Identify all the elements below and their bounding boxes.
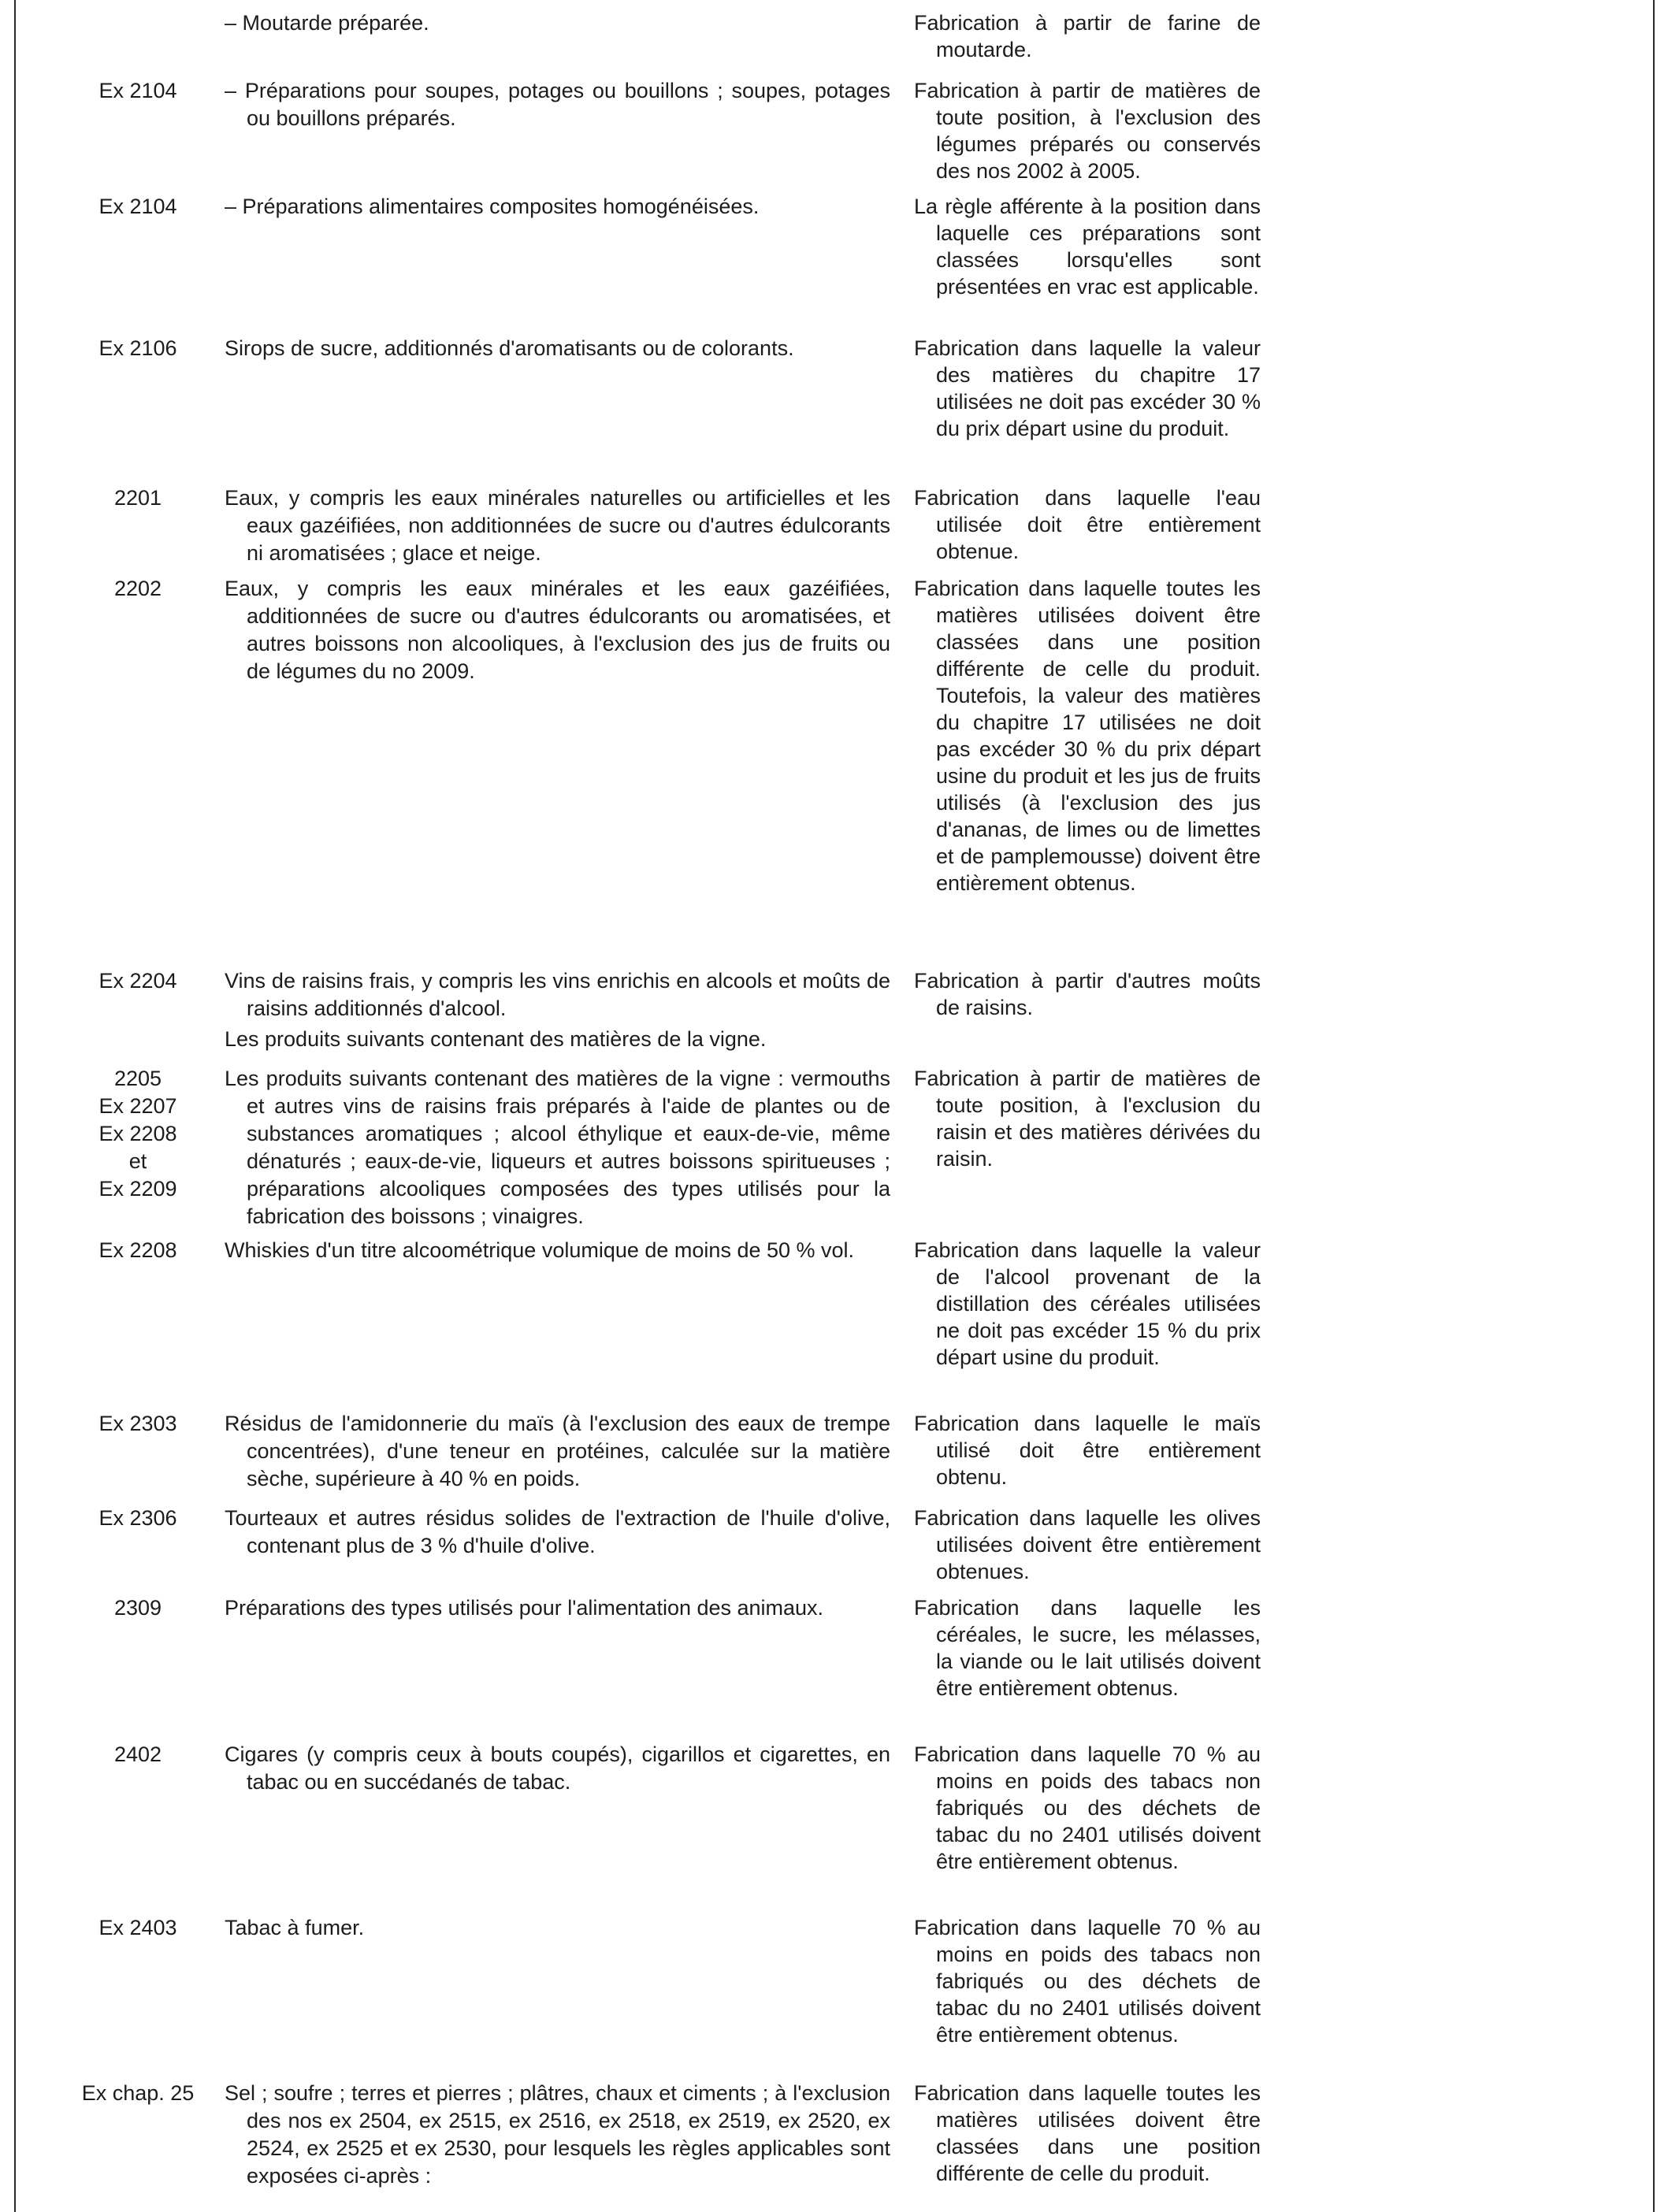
heading-code: Ex 2106 xyxy=(98,336,177,360)
description-paragraph: Whiskies d'un titre alcoométrique volumique de moins de 50 % vol. xyxy=(225,1238,855,1262)
description-paragraph: Résidus de l'amidonnerie du maïs (à l'exclusion des eaux de trempe concentrées), d'une teneur en protéines, calculée sur la matière sèche, supérieure à 40 % en poids. xyxy=(225,1412,890,1490)
description-paragraph: Vins de raisins frais, y compris les vins enrichis en alcools et moûts de raisins additionnés d'alcool. xyxy=(225,969,890,1020)
description-paragraph: Sirops de sucre, additionnés d'aromatisants ou de colorants. xyxy=(225,336,794,360)
description-paragraph: Préparations des types utilisés pour l'alimentation des animaux. xyxy=(225,1596,824,1620)
heading-code: Ex 2104 xyxy=(98,79,177,102)
product-description xyxy=(225,1594,890,1622)
description-paragraph: Les produits suivants contenant des matières de la vigne : vermouths et autres vins de raisins frais préparés à l'aide de plantes ou de substances aromatiques ; alcool éthylique et eaux-de-vie, même dénaturés ; eaux-de-vie, liqueurs et autres boissons spiritueuses ; préparations alcooliques composées des types utilisés pour la fabrication des boissons ; vinaigres. xyxy=(225,1067,890,1228)
product-description xyxy=(225,335,890,362)
description-paragraph: Eaux, y compris les eaux minérales naturelles ou artificielles et les eaux gazéifiées, non additionnées de sucre ou d'autres édulcorants ni aromatisées ; glace et neige. xyxy=(225,486,890,565)
origin-rule: Fabrication dans laquelle la valeur des matières du chapitre 17 utilisées ne doit pas excéder 30 % du prix départ usine du produit. xyxy=(914,336,1261,440)
origin-rule: Fabrication à partir de farine de moutarde. xyxy=(914,11,1261,61)
origin-rule: Fabrication dans laquelle les céréales, le sucre, les mélasses, la viande ou le lait utilisés doivent être entièrement obtenus. xyxy=(914,1596,1261,1700)
origin-rule: Fabrication à partir de matières de toute position, à l'exclusion du raisin et des matières dérivées du raisin. xyxy=(914,1067,1261,1171)
heading-code: Ex 2204 xyxy=(98,969,177,993)
product-description xyxy=(225,1914,890,1942)
description-paragraph: Eaux, y compris les eaux minérales et les eaux gazéifiées, additionnées de sucre ou d'autres édulcorants ou aromatisées, et autres boissons non alcooliques, à l'exclusion des jus de fruits ou de légumes du no 2009. xyxy=(225,577,890,683)
product-description xyxy=(225,1237,890,1264)
product-description xyxy=(225,193,890,221)
origin-rule: Fabrication dans laquelle la valeur de l'alcool provenant de la distillation des céréales utilisées ne doit pas excéder 15 % du prix départ usine du produit. xyxy=(914,1238,1261,1369)
heading-code: 2309 xyxy=(113,1596,162,1620)
heading-code: 2201 xyxy=(113,486,162,510)
heading-code: Ex chap. 25 xyxy=(81,2081,195,2105)
origin-rule: La règle afférente à la position dans laquelle ces préparations sont classées lorsqu'elles sont présentées en vrac est applicable. xyxy=(914,195,1261,299)
origin-rule: Fabrication dans laquelle les olives utilisées doivent être entièrement obtenues. xyxy=(914,1506,1261,1583)
heading-code: Ex 2208 xyxy=(98,1238,177,1262)
product-description xyxy=(225,575,890,685)
product-description xyxy=(225,1505,890,1560)
heading-code: 2402 xyxy=(113,1743,162,1766)
heading-code: Ex 2403 xyxy=(98,1916,177,1939)
description-paragraph: – Moutarde préparée. xyxy=(225,11,429,35)
heading-code: 2205 Ex 2207 Ex 2208 et Ex 2209 xyxy=(98,1067,177,1201)
description-paragraph: – Préparations alimentaires composites homogénéisées. xyxy=(225,195,760,218)
heading-code: Ex 2306 xyxy=(98,1506,177,1530)
origin-rule: Fabrication à partir d'autres moûts de raisins. xyxy=(914,969,1261,1019)
product-description xyxy=(225,967,890,1053)
origin-rule: Fabrication dans laquelle 70 % au moins en poids des tabacs non fabriqués ou des déchets de tabac du no 2401 utilisés doivent être entièrement obtenus. xyxy=(914,1743,1261,1873)
product-description xyxy=(225,9,890,37)
description-paragraph: Tabac à fumer. xyxy=(225,1916,365,1939)
origin-rule: Fabrication dans laquelle 70 % au moins en poids des tabacs non fabriqués ou des déchets de tabac du no 2401 utilisés doivent être entièrement obtenus. xyxy=(914,1916,1261,2047)
origin-rule: Fabrication dans laquelle l'eau utilisée doit être entièrement obtenue. xyxy=(914,486,1261,563)
origin-rule: Fabrication à partir de matières de toute position, à l'exclusion des légumes préparés ou conservés des nos 2002 à 2005. xyxy=(914,79,1261,183)
description-paragraph: – Préparations pour soupes, potages ou bouillons ; soupes, potages ou bouillons préparés. xyxy=(225,79,890,130)
product-description xyxy=(225,1410,890,1493)
heading-code: Ex 2104 xyxy=(98,195,177,218)
origin-rule: Fabrication dans laquelle toutes les matières utilisées doivent être classées dans une position différente de celle du produit. Toutefois, la valeur des matières du chapitre 17 utilisées ne doit pas excéder 30 % du prix départ usine du produit et les jus de fruits utilisés (à l'exclusion des jus d'ananas, de limes ou de limettes et de pamplemousse) doivent être entièrement obtenus. xyxy=(914,577,1261,895)
origin-rule: Fabrication dans laquelle toutes les matières utilisées doivent être classées dans une position différente de celle du produit. xyxy=(914,2081,1261,2185)
product-description xyxy=(225,77,890,132)
product-description xyxy=(225,1741,890,1796)
heading-code: Ex 2303 xyxy=(98,1412,177,1435)
heading-code: 2202 xyxy=(113,577,162,600)
description-paragraph: Les produits suivants contenant des matières de la vigne. xyxy=(225,1027,767,1051)
description-paragraph: Cigares (y compris ceux à bouts coupés), cigarillos et cigarettes, en tabac ou en succédanés de tabac. xyxy=(225,1743,890,1794)
description-paragraph: Sel ; soufre ; terres et pierres ; plâtres, chaux et ciments ; à l'exclusion des nos ex 2504, ex 2515, ex 2516, ex 2518, ex 2519, ex 2520, ex 2524, ex 2525 et ex 2530, pour lesquels les règles applicables sont exposées ci-après : xyxy=(225,2081,890,2188)
product-description xyxy=(225,1065,890,1230)
product-description xyxy=(225,484,890,567)
description-paragraph: Tourteaux et autres résidus solides de l'extraction de l'huile d'olive, contenant plus de 3 % d'huile d'olive. xyxy=(225,1506,890,1557)
origin-rule: Fabrication dans laquelle le maïs utilisé doit être entièrement obtenu. xyxy=(914,1412,1261,1489)
product-description xyxy=(225,2080,890,2190)
